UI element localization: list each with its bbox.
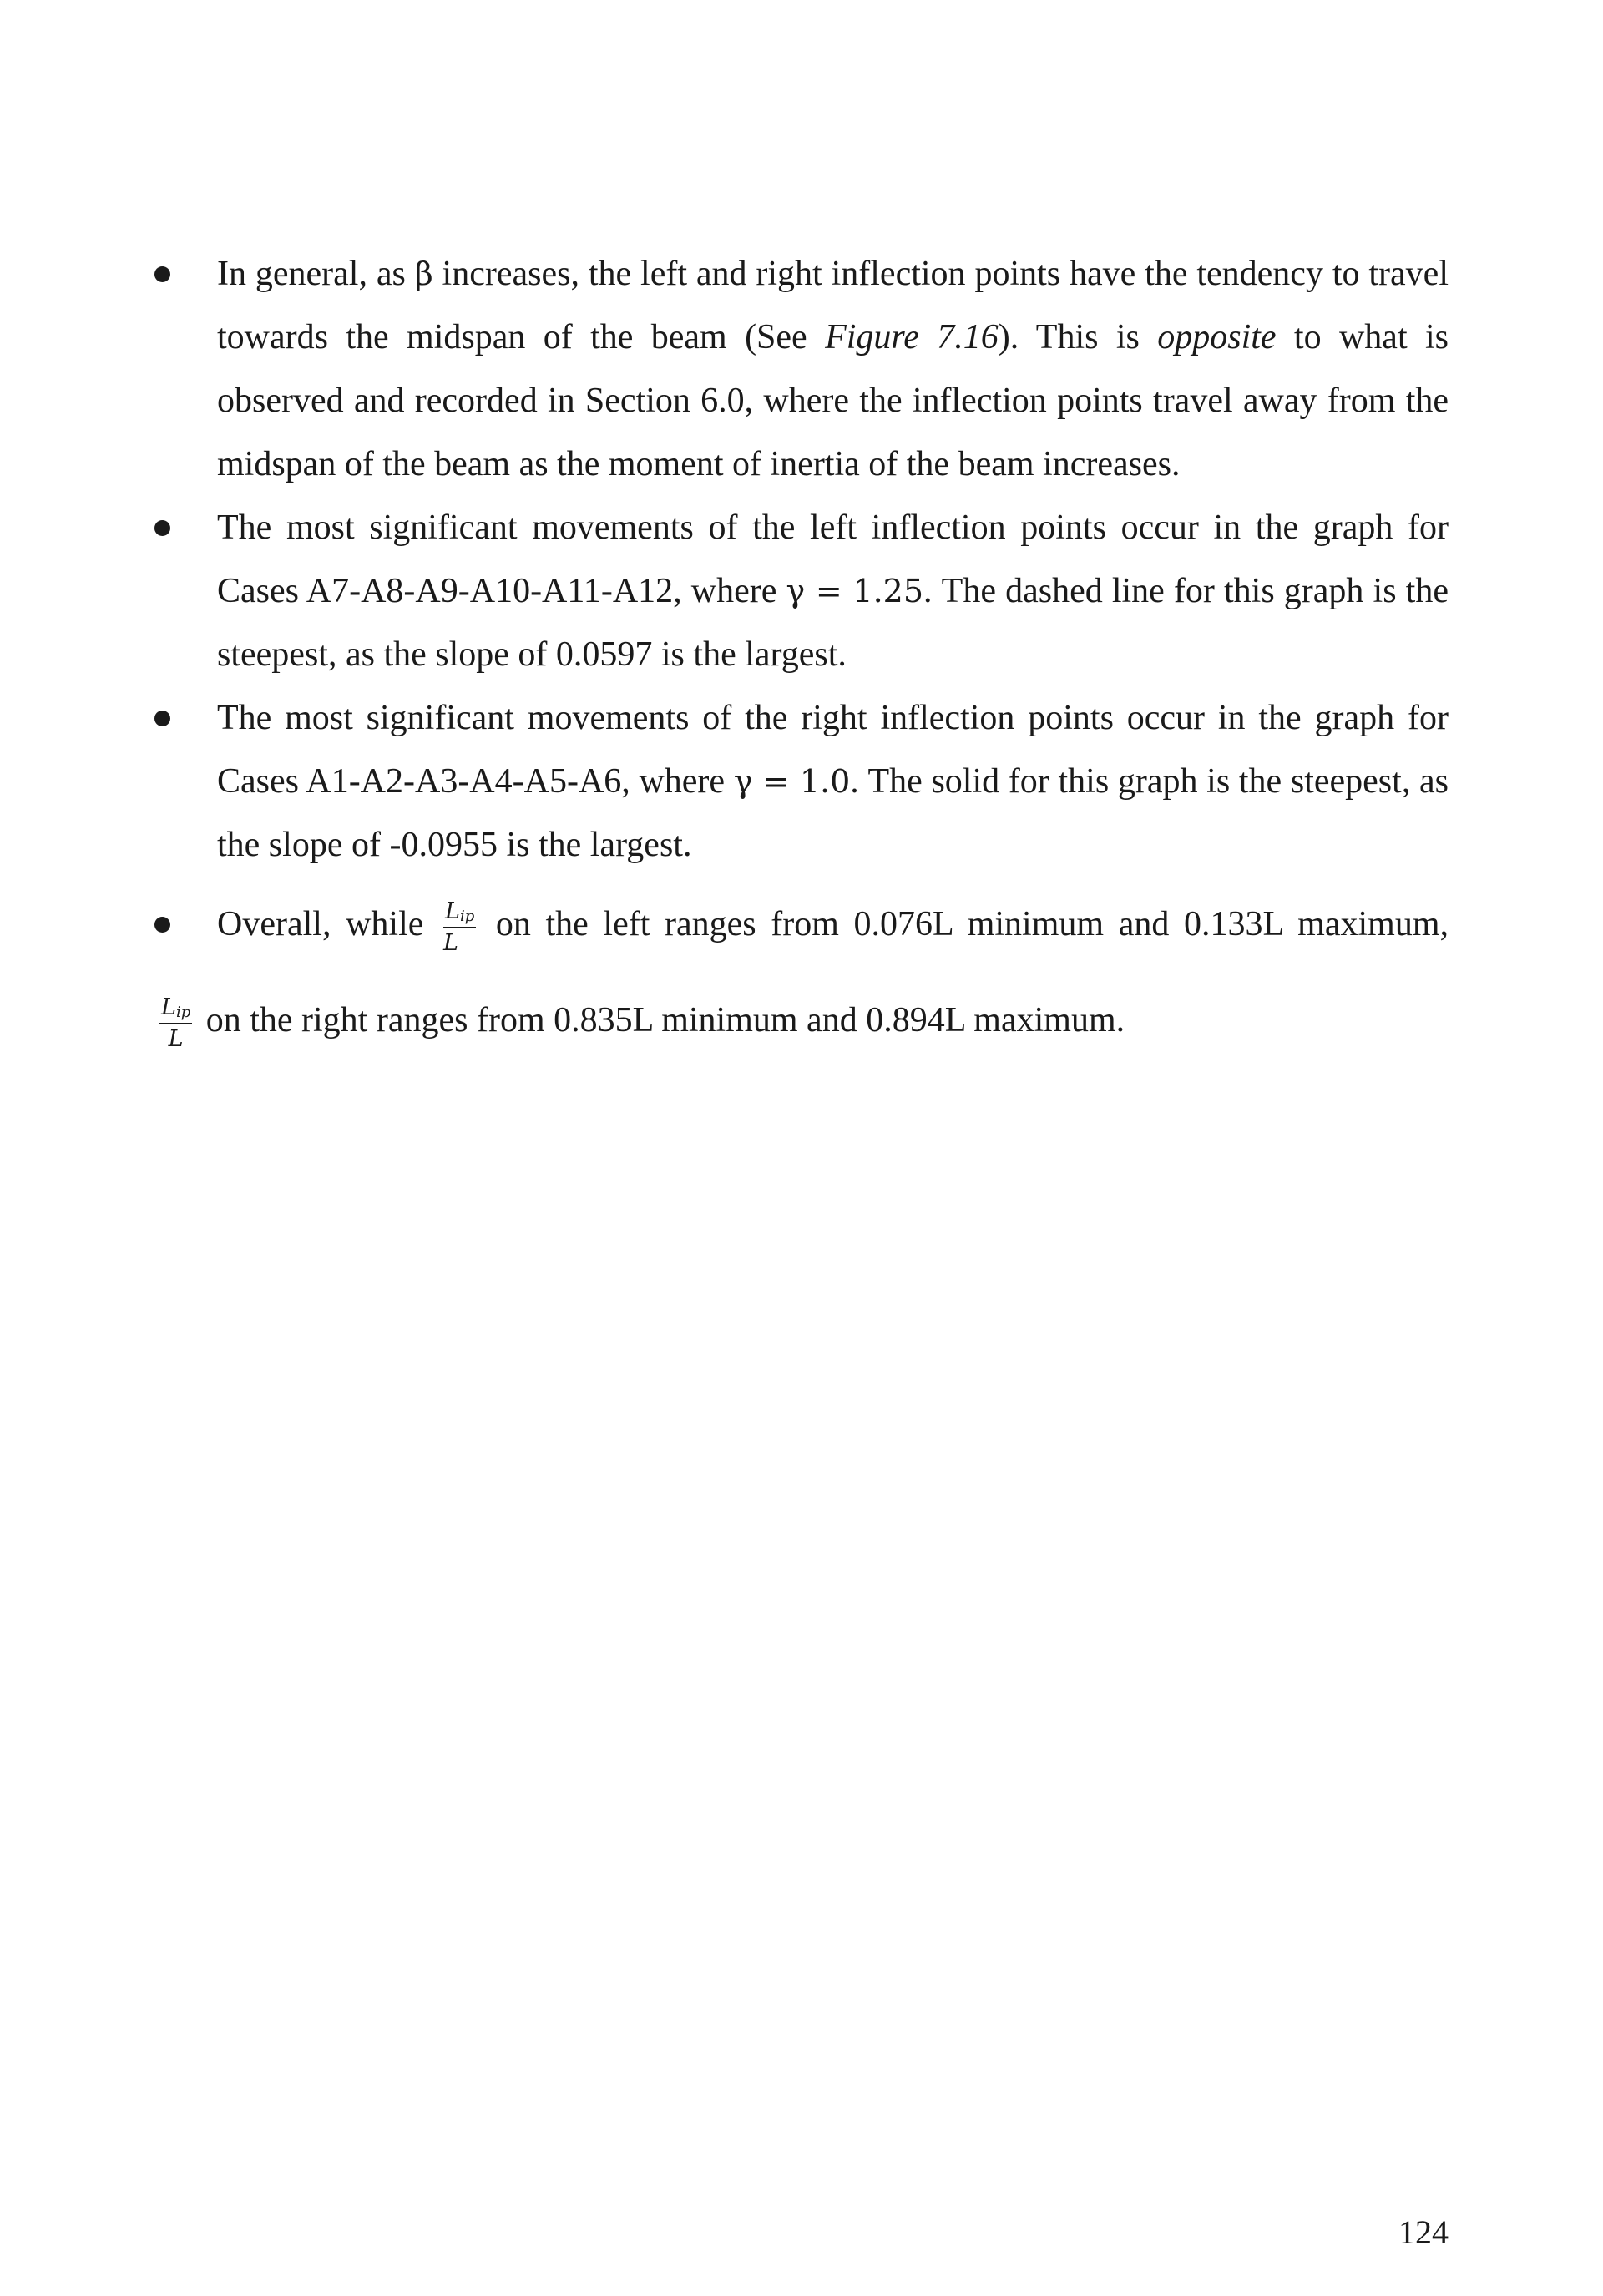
- beta-symbol: β: [414, 255, 433, 292]
- bullet-3-text-a: The most significant movements of the right inflection points occur in the graph for Cases A1-A2-A3-A4-A5-A6, where: [217, 699, 1449, 801]
- emphasis-opposite: opposite: [1157, 318, 1277, 357]
- bullet-dot-icon: [154, 711, 170, 726]
- bullet-1-text-a: In general, as: [217, 255, 415, 293]
- bullet-4-text-b: on the left ranges from 0.076L minimum and 0.133L maximum,: [481, 905, 1449, 943]
- gamma-equation: γ = 1.0: [733, 763, 851, 800]
- bullet-2-text-a: The most significant movements of the left inflection points occur in the graph for Cases A7-A8-A9-A10-A11-A12, where: [217, 508, 1449, 610]
- fraction-numerator: $L_{ip}$: [159, 996, 192, 1024]
- bullet-1-text-c: ). This is: [998, 318, 1158, 357]
- bullet-dot-icon: [154, 266, 170, 282]
- bullet-item-2: [154, 496, 1449, 686]
- page-number: 124: [1398, 2213, 1449, 2251]
- bullet-4-line-2: [154, 973, 1449, 1069]
- fraction-denominator: L: [443, 929, 458, 956]
- fraction-denominator: L: [168, 1025, 184, 1052]
- bullet-4-line-1: [217, 877, 1449, 973]
- bullet-item-1: [154, 242, 1449, 496]
- bullet-4-text-a: Overall, while: [217, 905, 438, 943]
- bullet-1-text-b: increases, the left and right inflection points have the tendency to travel towards the midspan of the beam (See: [217, 255, 1449, 357]
- gamma-equation: γ = 1.25: [786, 573, 924, 609]
- bullet-item-4: [154, 877, 1449, 1069]
- bullet-3-text-b: . The solid for this graph is the steepest, as the slope of -0.0955 is the largest.: [217, 762, 1449, 864]
- fraction-numerator: $L_{ip}$: [443, 900, 476, 928]
- fraction-lip-over-l: [159, 996, 192, 1050]
- bullet-list: [154, 242, 1449, 1069]
- bullet-dot-icon: [154, 520, 170, 536]
- bullet-4-text-c: on the right ranges from 0.835L minimum and 0.894L maximum.: [197, 1001, 1125, 1039]
- bullet-2-text-b: . The dashed line for this graph is the steepest, as the slope of 0.0597 is the largest.: [217, 572, 1449, 674]
- figure-reference: Figure 7.16: [825, 318, 999, 357]
- bullet-dot-icon: [154, 917, 170, 933]
- fraction-lip-over-l: [443, 900, 476, 954]
- bullet-1-text-d: to what is observed and recorded in Section 6.0, where the inflection points travel away from the midspan of the beam as the moment of inertia of the beam increases.: [217, 318, 1449, 483]
- bullet-item-3: [154, 686, 1449, 877]
